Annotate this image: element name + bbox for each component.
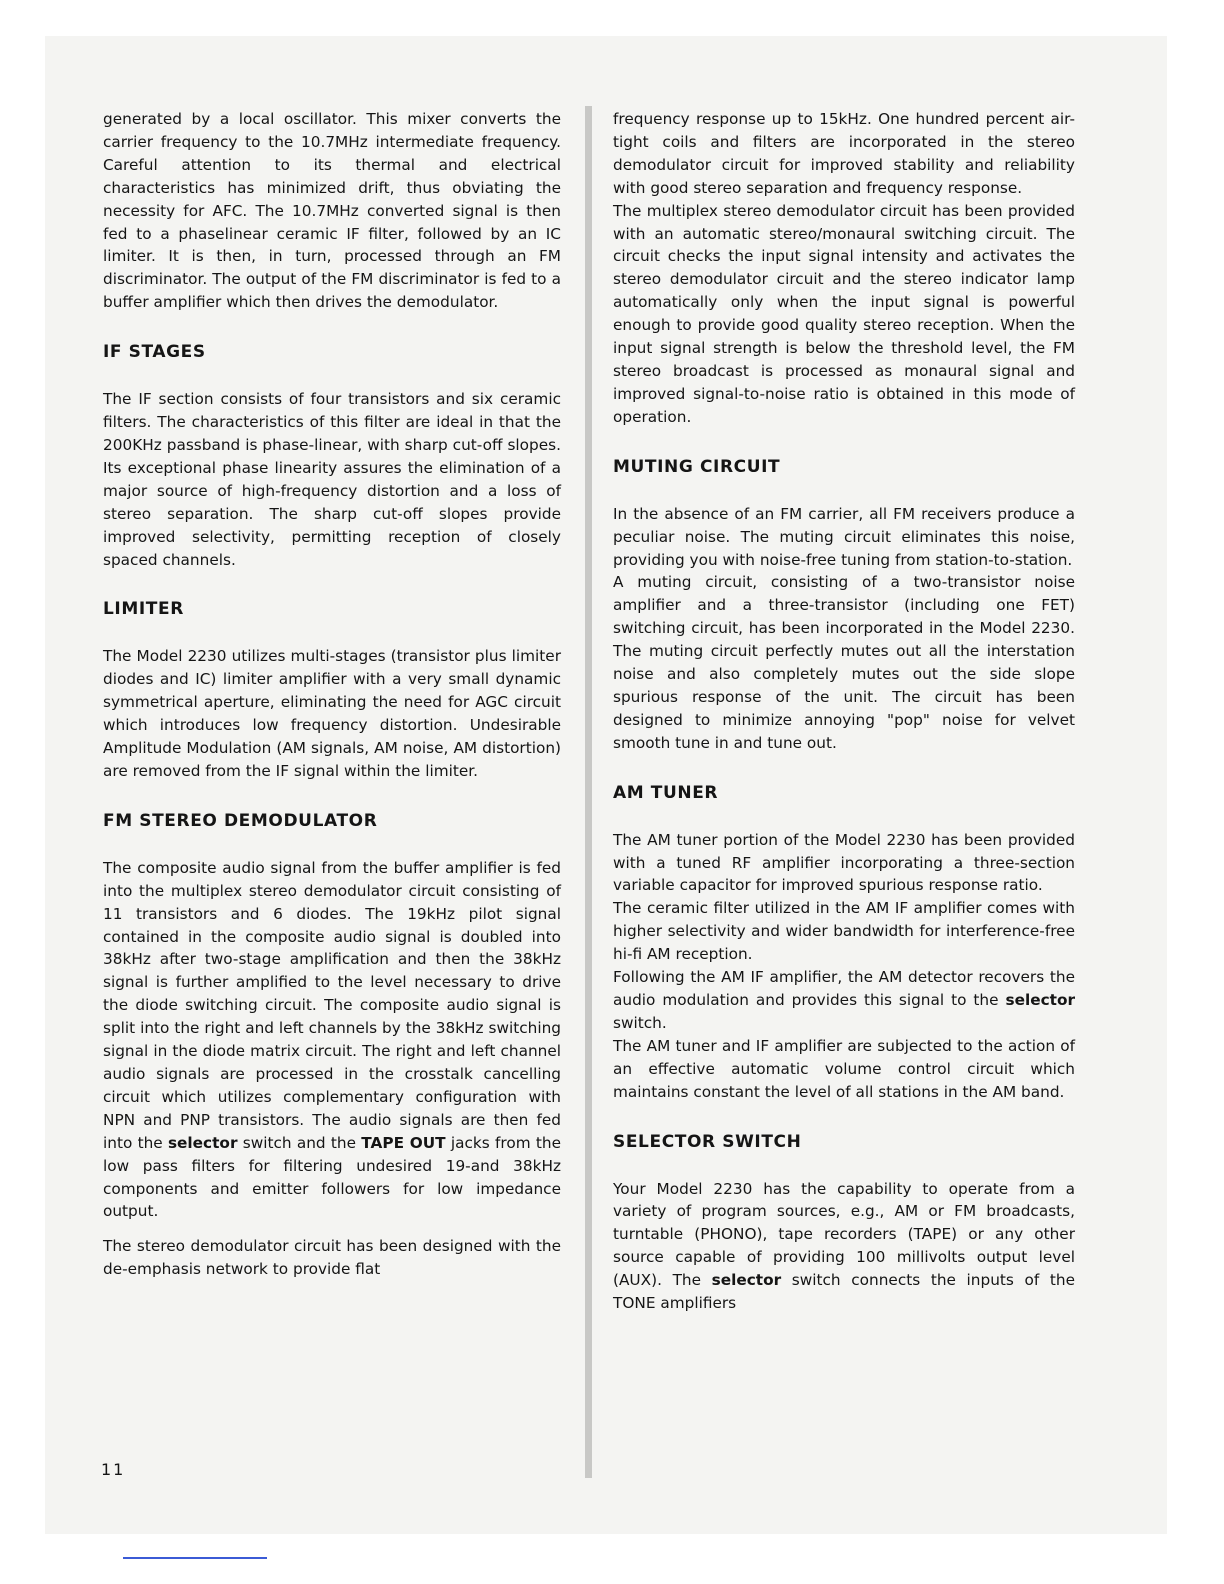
paragraph-muting-1: In the absence of an FM carrier, all FM receivers produce a peculiar noise. The muting circuit eliminates this noise, providing you with noise-free tuning from station-to-station. <box>613 504 1075 569</box>
selector-term: selector <box>167 1133 238 1152</box>
heading-fm-stereo-demodulator: FM STEREO DEMODULATOR <box>103 810 378 831</box>
paragraph-am-4: The AM tuner and IF amplifier are subjected to the action of an effective automatic volume control circuit which maintains constant the level of all stations in the AM band. <box>613 1036 1075 1101</box>
paragraph-fm-demodulator-1 <box>103 857 561 1224</box>
link-underline <box>123 1557 267 1559</box>
text-run: The composite audio signal from the buffer amplifier is fed into the multiplex stereo demodulator circuit consisting of 11 transistors and 6 diodes. The 19kHz pilot signal contained in the composite audio signal is doubled into 38kHz after two-stage amplification and then the 38kHz signal is further amplified to the level necessary to drive the diode switching circuit. The composite audio signal is split into the right and left channels by the 38kHz switching signal in the diode matrix circuit. The right and left channel audio signals are processed in the crosstalk cancelling circuit which utilizes complementary configuration with NPN and PNP transistors. The audio signals are then fed into the <box>103 858 561 1152</box>
paragraph-fm-demodulator-2: The stereo demodulator circuit has been designed with the de-emphasis network to provide flat <box>103 1237 561 1279</box>
right-column <box>613 108 1075 1315</box>
text-run: Your Model 2230 has the capability to operate from a variety of program sources, e.g., AM or FM broadcasts, turntable (PHONO), tape recorders (TAPE) or any other source capable of providing 100 millivolts output level (AUX). The <box>613 1179 1075 1290</box>
paragraph-frequency-response: frequency response up to 15kHz. One hundred percent air-tight coils and filters are incorporated in the stereo demodulator circuit for improved stability and reliability with good stereo separation and frequency response. <box>613 110 1075 197</box>
column-divider <box>585 106 592 1478</box>
text-run: jacks from the low pass filters for filtering undesired 19-and 38kHz components and emitter followers for low impedance output. <box>103 1133 561 1221</box>
heading-limiter: LIMITER <box>103 599 184 620</box>
paragraph-selector <box>613 1178 1075 1315</box>
heading-if-stages: IF STAGES <box>103 342 206 363</box>
paragraph-oscillator: generated by a local oscillator. This mixer converts the carrier frequency to the 10.7MHz intermediate frequency. Careful attention to its thermal and electrical characteristics has minimized drift, thus obviating the necessity for AFC. The 10.7MHz converted signal is then fed to a phaselinear ceramic IF filter, followed by an IC limiter. It is then, in turn, processed through an FM discriminator. The output of the FM discriminator is fed to a buffer amplifier which then drives the demodulator. <box>103 110 561 312</box>
paragraph-muting-2: A muting circuit, consisting of a two-transistor noise amplifier and a three-transistor (including one FET) switching circuit, has been incorporated in the Model 2230. The muting circuit perfectly mutes out all the interstation noise and also completely mutes out the side slope spurious response of the unit. The circuit has been designed to minimize annoying "pop" noise for velvet smooth tune in and tune out. <box>613 573 1075 752</box>
paragraph-auto-switching: The multiplex stereo demodulator circuit has been provided with an automatic stereo/monaural switching circuit. The circuit checks the input signal intensity and activates the stereo demodulator circuit and the stereo indicator lamp automatically only when the input signal is powerful enough to provide good quality stereo reception. When the input signal strength is below the threshold level, the FM stereo broadcast is processed as monaural signal and improved signal-to-noise ratio is obtained in this mode of operation. <box>613 201 1075 426</box>
text-run: switch and the <box>237 1133 362 1152</box>
paragraph-if-stages: The IF section consists of four transistors and six ceramic filters. The characteristics of this filter are ideal in that the 200KHz passband is phase-linear, with sharp cut-off slopes. Its exceptional phase linearity assures the elimination of a major source of high-frequency distortion and a loss of stereo separation. The sharp cut-off slopes provide improved selectivity, permitting reception of closely spaced channels. <box>103 390 561 569</box>
text-run: switch. <box>613 1013 667 1032</box>
tape-out-term: TAPE OUT <box>361 1133 446 1152</box>
document-page <box>45 36 1167 1534</box>
paragraph-am-3 <box>613 966 1075 1035</box>
selector-term: selector <box>711 1271 782 1290</box>
selector-term: selector <box>1005 991 1075 1009</box>
heading-muting-circuit: MUTING CIRCUIT <box>613 456 781 477</box>
paragraph-am-1: The AM tuner portion of the Model 2230 has been provided with a tuned RF amplifier incorporating a three-section variable capacitor for improved spurious response ratio. <box>613 830 1075 895</box>
paragraph-limiter: The Model 2230 utilizes multi-stages (transistor plus limiter diodes and IC) limiter amplifier with a very small dynamic symmetrical aperture, eliminating the need for AGC circuit which introduces low frequency distortion. Undesirable Amplitude Modulation (AM signals, AM noise, AM distortion) are removed from the IF signal within the limiter. <box>103 647 561 780</box>
text-run: Following the AM IF amplifier, the AM detector recovers the audio modulation and provides this signal to the <box>613 968 1075 1009</box>
heading-am-tuner: AM TUNER <box>613 782 719 803</box>
page-number: 11 <box>101 1460 126 1479</box>
text-run: switch connects the inputs of the TONE amplifiers <box>613 1271 1075 1313</box>
paragraph-am-2: The ceramic filter utilized in the AM IF amplifier comes with higher selectivity and wider bandwidth for interference-free hi-fi AM reception. <box>613 899 1075 964</box>
left-column <box>103 108 561 1281</box>
heading-selector-switch: SELECTOR SWITCH <box>613 1131 802 1152</box>
